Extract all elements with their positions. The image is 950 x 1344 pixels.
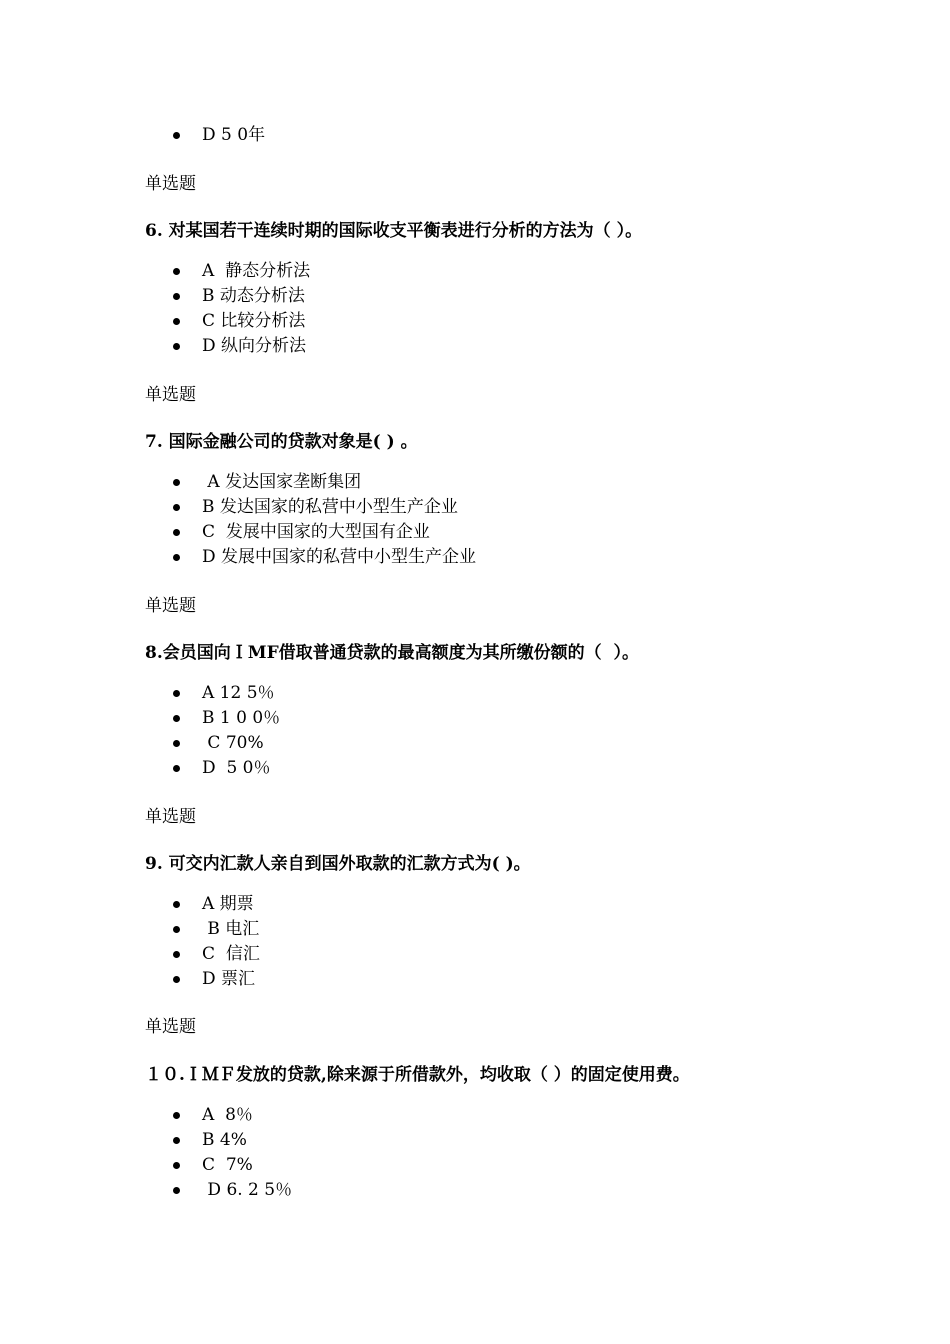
bullet-icon: [173, 715, 180, 722]
bullet-icon: [173, 1137, 180, 1144]
question-options: [170, 1103, 292, 1203]
option-item: [170, 545, 476, 570]
option-text: A 发达国家垄断集团: [202, 472, 362, 492]
bullet-icon: [173, 765, 180, 772]
question-type: 单选题: [145, 174, 196, 194]
bullet-icon: [173, 951, 180, 958]
option-text: D 纵向分析法: [202, 336, 307, 356]
option-text: B 动态分析法: [202, 286, 305, 306]
option-text: D 发展中国家的私营中小型生产企业: [202, 547, 477, 567]
question-options: [170, 259, 310, 359]
option-text: B 4%: [202, 1130, 247, 1150]
bullet-icon: [173, 1112, 180, 1119]
option-text: D 5 0年: [202, 125, 266, 145]
option-text: C 比较分析法: [202, 311, 306, 331]
bullet-icon: [173, 479, 180, 486]
option-item: [170, 470, 476, 495]
option-text: B 1 0 0％: [202, 708, 281, 728]
option-text: C 70%: [202, 733, 264, 753]
bullet-icon: [173, 690, 180, 697]
option-item: [170, 1128, 292, 1153]
bullet-icon: [173, 976, 180, 983]
bullet-icon: [173, 554, 180, 561]
question-text: 8.会员国向ＩMF借取普通贷款的最高额度为其所缴份额的（ ）。: [145, 643, 639, 663]
bullet-icon: [173, 293, 180, 300]
option-item: [170, 967, 260, 992]
option-text: D 5 0％: [202, 758, 271, 778]
option-item: [170, 731, 280, 756]
question-type: 单选题: [145, 385, 196, 405]
question-options: [170, 470, 476, 570]
question-options: [170, 681, 280, 781]
option-item: [170, 334, 310, 359]
option-item: [170, 756, 280, 781]
bullet-icon: [173, 343, 180, 350]
option-item: [170, 259, 310, 284]
bullet-icon: [173, 1162, 180, 1169]
bullet-icon: [173, 1187, 180, 1194]
option-item: [170, 309, 310, 334]
question-text: １０.ＩＭＦ发放的贷款,除来源于所借款外，均收取（ ）的固定使用费。: [145, 1065, 690, 1085]
option-text: A 静态分析法: [202, 261, 311, 281]
bullet-icon: [173, 132, 180, 139]
question-type: 单选题: [145, 1017, 196, 1037]
question-text: 7. 国际金融公司的贷款对象是( ) 。: [145, 432, 418, 452]
bullet-icon: [173, 740, 180, 747]
option-text: B 电汇: [202, 919, 260, 939]
option-item: [170, 681, 280, 706]
option-item: [170, 123, 265, 148]
option-text: B 发达国家的私营中小型生产企业: [202, 497, 458, 517]
option-item: [170, 942, 260, 967]
option-item: [170, 520, 476, 545]
option-item: [170, 1103, 292, 1128]
prev-question-options: [170, 123, 265, 148]
bullet-icon: [173, 529, 180, 536]
bullet-icon: [173, 268, 180, 275]
option-item: [170, 892, 260, 917]
option-text: A 8％: [202, 1105, 253, 1125]
bullet-icon: [173, 504, 180, 511]
option-text: C 发展中国家的大型国有企业: [202, 522, 430, 542]
question-type: 单选题: [145, 807, 196, 827]
option-text: D 6. 2 5％: [202, 1180, 293, 1200]
option-text: A 期票: [202, 894, 254, 914]
question-options: [170, 892, 260, 992]
option-text: D 票汇: [202, 969, 256, 989]
question-text: 9. 可交内汇款人亲自到国外取款的汇款方式为( )。: [145, 854, 531, 874]
option-text: C 7%: [202, 1155, 253, 1175]
bullet-icon: [173, 901, 180, 908]
option-text: C 信汇: [202, 944, 260, 964]
bullet-icon: [173, 926, 180, 933]
question-text: 6. 对某国若干连续时期的国际收支平衡表进行分析的方法为（ ）。: [145, 221, 643, 241]
option-text: A 12 5％: [202, 683, 275, 703]
option-item: [170, 917, 260, 942]
option-item: [170, 1178, 292, 1203]
option-item: [170, 1153, 292, 1178]
option-item: [170, 495, 476, 520]
bullet-icon: [173, 318, 180, 325]
option-item: [170, 284, 310, 309]
question-type: 单选题: [145, 596, 196, 616]
option-item: [170, 706, 280, 731]
